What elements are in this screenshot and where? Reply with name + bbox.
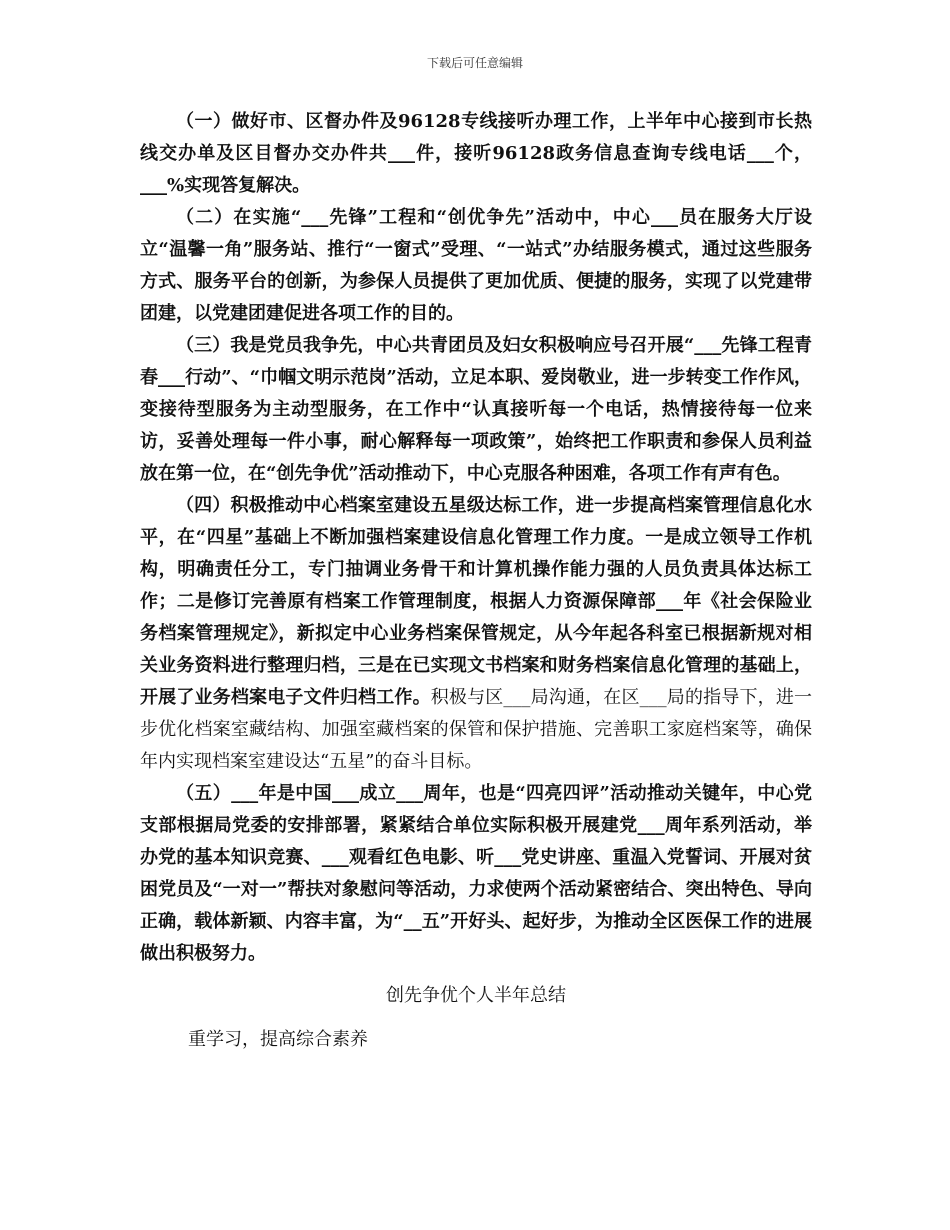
paragraph-4-text-regular: 积极与区___局沟通，在区___局的指导下，进一步优化档案室藏结构、加强室藏档案的保管和保护措施、完善职工家庭档案等，确保年内实现档案室建设达“五星”的奋斗目标。 [140, 687, 813, 772]
page-header: 下载后可任意编辑 [426, 56, 523, 70]
paragraph-2-text: （二）在实施“___先锋”工程和“创优争先”活动中，中心___员在服务大厅设立“温馨一角”服务站、推行“一窗式”受理、“一站式”办结服务模式，通过这些服务方式、服务平台的创新，为参保人员提供了更加优质、便捷的服务，实现了以党建带团建，以党建团建促进各项工作的目的。 [140, 207, 812, 324]
document-body [140, 106, 812, 1056]
paragraph-3 [140, 330, 812, 490]
section-title: 创先争优个人半年总结 [386, 985, 566, 1006]
paragraph-2 [140, 202, 812, 330]
paragraph-3-text: （三）我是党员我争先，中心共青团员及妇女积极响应号召开展“___先锋工程青春___行动”、“巾帼文明示范岗”活动，立足本职、爱岗敬业，进一步转变工作作风，变接待型服务为主动型服务，在工作中“认真接听每一个电话，热情接待每一位来访，妥善处理每一件小事，耐心解释每一项政策”，始终把工作职责和参保人员利益放在第一位，在“创先争优”活动推动下，中心克服各种困难，各项工作有声有色。 [140, 335, 812, 484]
paragraph-5-text: （五）___年是中国___成立___周年，也是“四亮四评”活动推动关键年，中心党支部根据局党委的安排部署，紧紧结合单位实际积极开展建党___周年系列活动，举办党的基本知识竞赛、___观看红色电影、听___党史讲座、重温入党誓词、开展对贫困党员及“一对一”帮扶对象慰问等活动，力求使两个活动紧密结合、突出特色、导向正确，载体新颖、内容丰富，为“__五”开好头、起好步，为推动全区医保工作的进展做出积极努力。 [140, 783, 812, 964]
paragraph-5 [140, 778, 812, 970]
paragraph-1 [140, 106, 812, 202]
section-subheading: 重学习，提高综合素养 [188, 1029, 368, 1050]
paragraph-1-text: （一）做好市、区督办件及96128专线接听办理工作，上半年中心接到市长热线交办单及区目督办交办件共___件，接听96128政务信息查询专线电话___个，___%实现答复解决。 [140, 111, 812, 196]
paragraph-4-text: （四）积极推动中心档案室建设五星级达标工作，进一步提高档案管理信息化水平，在“四星”基础上不断加强档案建设信息化管理工作力度。一是成立领导工作机构，明确责任分工，专门抽调业务骨干和计算机操作能力强的人员负责具体达标工作；二是修订完善原有档案工作管理制度，根据人力资源保障部___年《社会保险业务档案管理规定》，新拟定中心业务档案保管规定，从今年起各科室已根据新规对相关业务资料进行整理归档，三是在已实现文书档案和财务档案信息化管理的基础上，开展了业务档案电子文件归档工作。 [140, 495, 812, 708]
paragraph-4 [140, 490, 812, 778]
